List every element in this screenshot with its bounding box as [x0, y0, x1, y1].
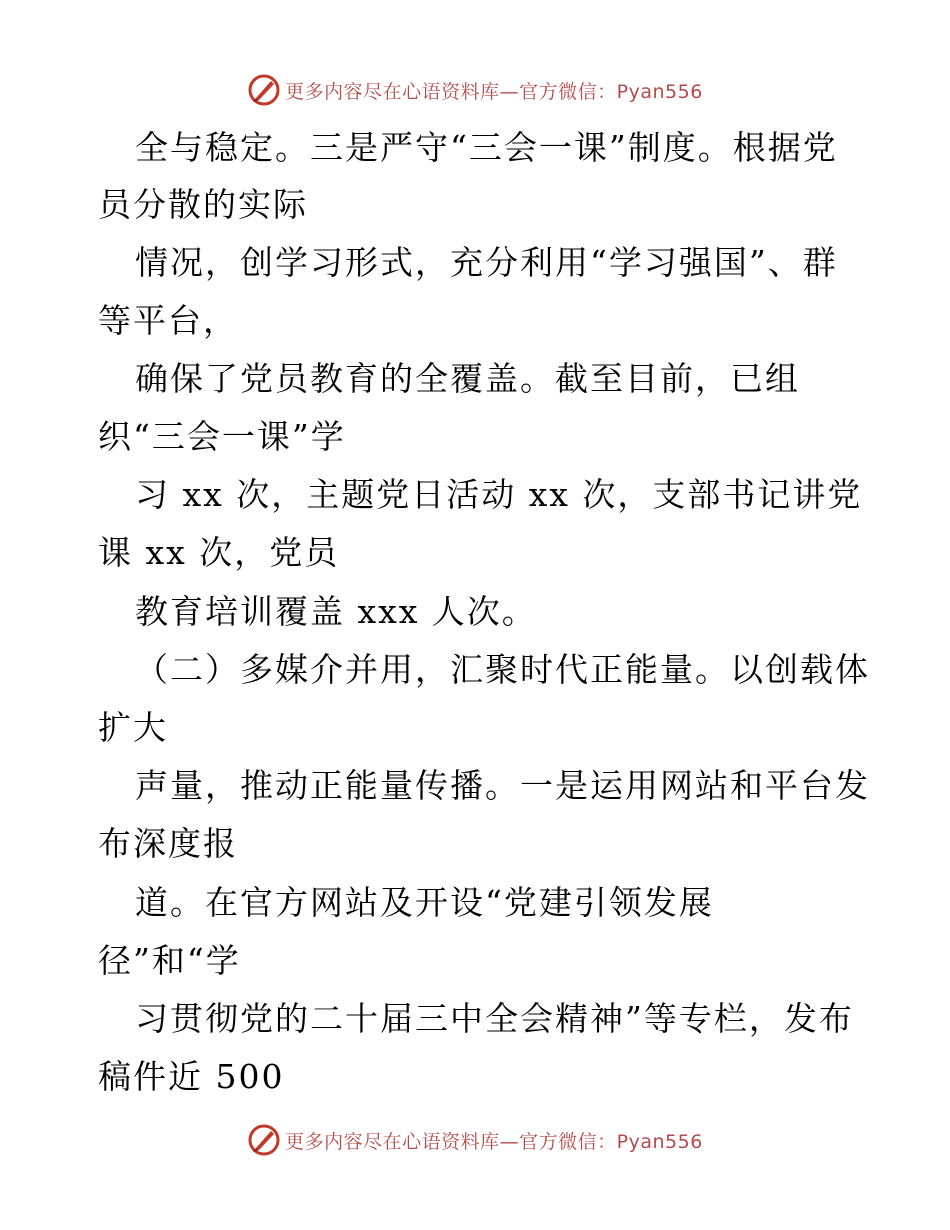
text-line: 习贯彻党的二十届三中全会精神”等专栏，发布: [135, 999, 854, 1038]
text-line: 稿件近 500: [98, 1057, 285, 1096]
text-line: 情况，创学习形式，充分利用“学习强国”、群: [135, 243, 838, 282]
text-line: 布深度报: [98, 824, 238, 863]
text-line: 径”和“学: [98, 941, 241, 980]
text-line: 等平台，: [98, 301, 238, 340]
footer-watermark: [0, 1120, 950, 1160]
text-line: 声量，推动正能量传播。一是运用网站和平台发: [135, 766, 870, 805]
text-line: 扩大: [98, 708, 168, 747]
text-line: 织“三会一课”学: [98, 417, 346, 456]
text-line: 道。在官方网站及开设“党建引领发展: [135, 883, 714, 922]
text-line: 确保了党员教育的全覆盖。截至目前，已组: [135, 359, 800, 398]
text-line: 课 xx 次，党员: [98, 533, 340, 572]
text-line: 习 xx 次，主题党日活动 xx 次，支部书记讲党: [135, 475, 863, 514]
quill-logo-icon: [247, 1123, 281, 1157]
text-line: （二）多媒介并用，汇聚时代正能量。以创载体: [135, 650, 870, 689]
text-line: 员分散的实际: [98, 185, 308, 224]
text-line: 全与稳定。三是严守“三会一课”制度。根据党: [135, 128, 838, 167]
watermark-text: 更多内容尽在心语资料库—官方微信：Pyan556: [285, 80, 703, 103]
text-line: 教育培训覆盖 xxx 人次。: [135, 592, 537, 631]
watermark-text: 更多内容尽在心语资料库—官方微信：Pyan556: [285, 1130, 703, 1153]
